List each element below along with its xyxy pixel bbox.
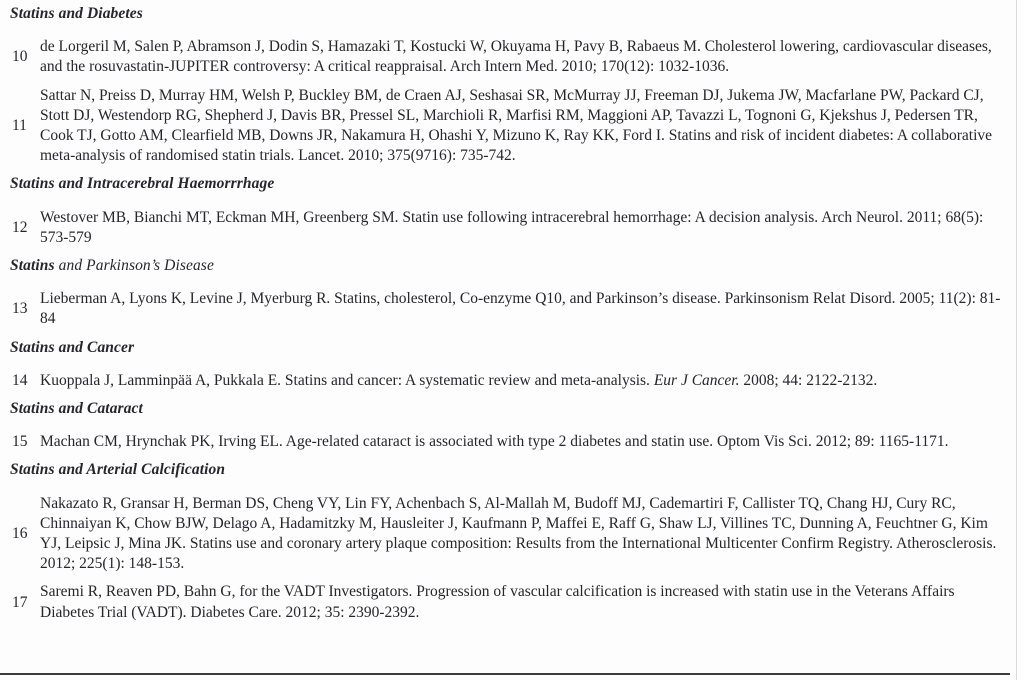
reference-item (10, 86, 1014, 167)
reference-text (40, 208, 1014, 248)
reference-number: 14 (12, 371, 28, 389)
reference-text-segment: Machan CM, Hrynchak PK, Irving EL. Age-related cataract is associated with type 2 diabetes and statin use. Optom Vis Sci. 2012; 89: 1165-1171. (40, 433, 949, 451)
reference-number: 13 (12, 300, 28, 318)
heading-segment: Statins and Diabetes (10, 5, 143, 22)
section-heading (10, 4, 1014, 24)
heading-segment: Statins and Cataract (10, 400, 143, 418)
bottom-divider (0, 673, 1010, 675)
reference-item (10, 208, 1014, 248)
reference-item (10, 37, 1014, 77)
section-heading (10, 174, 1014, 194)
heading-segment: Statins and Intracerebral Haemorrrhage (10, 175, 275, 193)
reference-item (10, 289, 1014, 329)
reference-section (10, 256, 1014, 330)
reference-text (40, 582, 1014, 622)
reference-number: 17 (12, 593, 28, 611)
section-heading (10, 399, 1014, 419)
reference-section (10, 399, 1014, 452)
reference-text (40, 494, 1014, 575)
reference-text (40, 37, 1014, 77)
heading-segment: Statins and Cancer (10, 338, 135, 356)
reference-text-segment: Sattar N, Preiss D, Murray HM, Welsh P, Buckley BM, de Craen AJ, Seshasai SR, McMurray JJ, Freeman DJ, Jukema JW, Macfarlane PW, Packard CJ, Stott DJ, Westendorp RG, Shepherd J, Davis BR, Pressel SL, Marchioli R, Marfisi RM, Maggioni AP, Tavazzi L, Tognoni G, Kjekshus J, Pedersen TR, Cook TJ, Gotto AM, Clearfield MB, Downs JR, Nakamura H, Ohashi Y, Mizuno K, Ray KK, Ford I. Statins and risk of incident diabetes: A collaborative meta-analysis of randomised statin trials. Lancet. 2010; 375(9716): 735-742. (40, 86, 993, 165)
reference-number: 11 (12, 116, 27, 134)
reference-text-segment: 2008; 44: 2122-2132. (739, 371, 878, 389)
reference-text-segment: Kuoppala J, Lamminpää A, Pukkala E. Statins and cancer: A systematic review and meta-analysis. (40, 371, 654, 389)
section-heading (10, 256, 1014, 276)
reference-item (10, 582, 1014, 622)
section-heading (10, 338, 1014, 358)
reference-text-segment: Westover MB, Bianchi MT, Eckman MH, Greenberg SM. Statin use following intracerebral hemorrhage: A decision analysis. Arch Neurol. 2011; 68(5): 573-579 (40, 208, 984, 246)
reference-text-segment: Nakazato R, Gransar H, Berman DS, Cheng VY, Lin FY, Achenbach S, Al-Mallah M, Budoff MJ, Cademartiri F, Callister TQ, Chang HJ, Cury RC, Chinnaiyan K, Chow BJW, Delago A, Hadamitzky M, Hausleiter J, Kaufmann P, Maffei E, Raff G, Shaw LJ, Villines TC, Dunning A, Feuchtner G, Kim YJ, Leipsic J, Mina JK. Statins use and coronary artery plaque composition: Results from the International Multicenter Confirm Registry. Atherosclerosis. 2012; 225(1): 148-153. (40, 494, 997, 573)
reference-list (10, 4, 1014, 623)
reference-item (10, 494, 1014, 575)
reference-text (40, 289, 1014, 329)
reference-section (10, 4, 1014, 166)
reference-section (10, 338, 1014, 391)
reference-section (10, 174, 1014, 248)
reference-number: 15 (12, 433, 28, 451)
reference-section (10, 460, 1014, 622)
reference-text-segment: de Lorgeril M, Salen P, Abramson J, Dodin S, Hamazaki T, Kostucki W, Okuyama H, Pavy B, Rabaeus M. Cholesterol lowering, cardiovascular diseases, and the rosuvastatin-JUPITER controversy: A critical reappraisal. Arch Intern Med. 2010; 170(12): 1032-1036. (40, 38, 992, 76)
heading-segment: Statins (10, 257, 55, 275)
reference-text (40, 86, 1014, 167)
reference-text-segment: Lieberman A, Lyons K, Levine J, Myerburg R. Statins, cholesterol, Co-enzyme Q10, and Parkinson’s disease. Parkinsonism Relat Disord. 2005; 11(2): 81-84 (40, 290, 1001, 328)
journal-name: Eur J Cancer. (653, 371, 740, 389)
reference-text (40, 432, 1014, 452)
reference-text (40, 371, 1014, 391)
reference-number: 10 (12, 48, 28, 66)
reference-number: 16 (12, 524, 28, 542)
reference-item (10, 432, 1014, 452)
reference-number: 12 (12, 218, 28, 236)
heading-segment: and Parkinson’s Disease (54, 257, 214, 275)
page-right-border (1016, 0, 1017, 680)
reference-item (10, 371, 1014, 391)
heading-segment: Statins and Arterial Calcification (10, 461, 226, 479)
section-heading (10, 460, 1014, 480)
reference-text-segment: Saremi R, Reaven PD, Bahn G, for the VADT Investigators. Progression of vascular calcification is increased with statin use in the Veterans Affairs Diabetes Trial (VADT). Diabetes Care. 2012; 35: 2390-2392. (40, 583, 955, 621)
